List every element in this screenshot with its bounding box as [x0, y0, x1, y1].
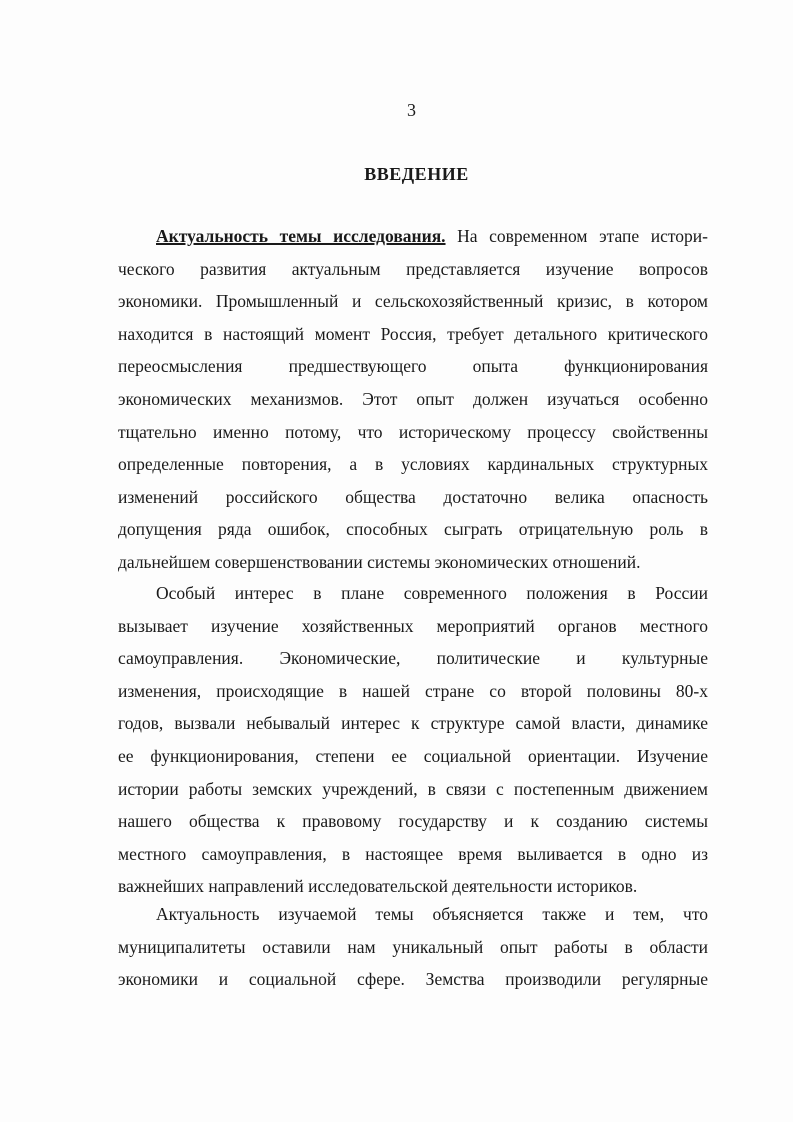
paragraph-line: Особый интерес в плане современного положения в России — [156, 583, 708, 603]
paragraph-line: Актуальность изучаемой темы объясняется также и тем, что — [156, 904, 708, 924]
paragraph-line: ее функционирования, степени ее социальной ориентации. Изучение — [118, 745, 708, 766]
paragraph-line — [118, 220, 708, 253]
line-text: На современном этапе истори- — [457, 226, 708, 246]
paragraph-line: находится в настоящий момент Россия, требует детального критического — [118, 323, 708, 344]
relevance-heading: Актуальность темы исследования. — [156, 226, 446, 246]
paragraph-relevance — [118, 220, 708, 579]
paragraph-local-government — [118, 577, 708, 903]
paragraph-line: экономики и социальной сфере. Земства производили регулярные — [118, 969, 708, 990]
paragraph-line: тщательно именно потому, что историческому процессу свойственны — [118, 421, 708, 442]
paragraph-line: самоуправления. Экономические, политические и культурные — [118, 648, 708, 669]
paragraph-line: нашего общества к правовому государству и к созданию системы — [118, 811, 708, 832]
page-title: ВВЕДЕНИЕ — [364, 164, 469, 184]
paragraph-line: годов, вызвали небывалый интерес к структуре самой власти, динамике — [118, 713, 708, 734]
paragraph-line: местного самоуправления, в настоящее время выливается в одно из — [118, 843, 708, 864]
paragraph-line: ческого развития актуальным представляется изучение вопросов — [118, 258, 708, 279]
paragraph-line: допущения ряда ошибок, способных сыграть отрицательную роль в — [118, 519, 708, 540]
paragraph-line: экономики. Промышленный и сельскохозяйственный кризис, в котором — [118, 291, 708, 312]
paragraph-line: важнейших направлений исследовательской деятельности историков. — [118, 876, 638, 897]
paragraph-line: экономических механизмов. Этот опыт должен изучаться особенно — [118, 388, 708, 409]
paragraph-line: переосмысления предшествующего опыта функционирования — [118, 356, 708, 377]
paragraph-line: вызывает изучение хозяйственных мероприятий органов местного — [118, 615, 708, 636]
paragraph-line: изменения, происходящие в нашей стране со второй половины 80-х — [118, 680, 708, 701]
paragraph-line: изменений российского общества достаточно велика опасность — [118, 486, 708, 507]
paragraph-line: определенные повторения, а в условиях кардинальных структурных — [118, 454, 708, 475]
page-number: 3 — [407, 100, 416, 120]
paragraph-line: дальнейшем совершенствовании системы экономических отношений. — [118, 551, 641, 572]
paragraph-municipal-experience — [118, 898, 708, 996]
paragraph-line: муниципалитеты оставили нам уникальный опыт работы в области — [118, 936, 708, 957]
paragraph-line: истории работы земских учреждений, в связи с постепенным движением — [118, 778, 708, 799]
